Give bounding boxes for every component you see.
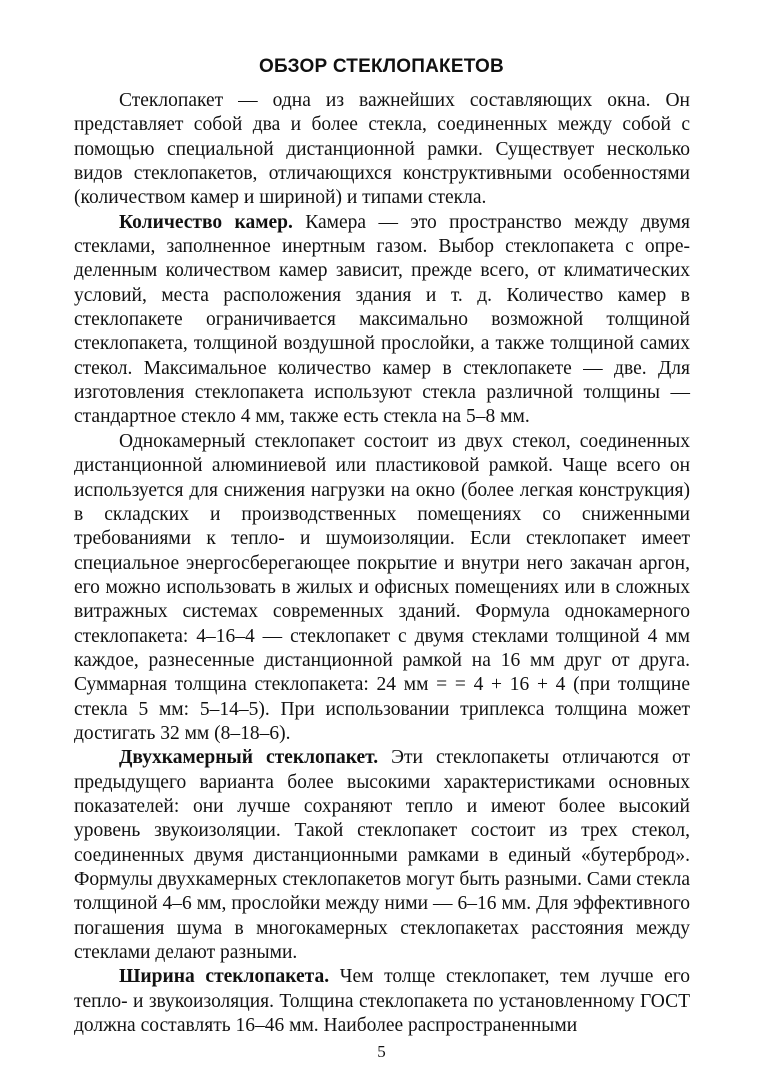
paragraph-single-chamber (74, 430, 690, 746)
paragraph-width (74, 965, 690, 1038)
paragraph-lead: Количество камер. (119, 211, 293, 233)
paragraph-text: Стеклопакет — одна из важнейших составляющих окна. Он представляет собой два и более стекла, соединенных между собой с помощью специальной дистанционной рамки. Существует несколько видов стеклопакетов, отличающихся конструктивными особенностями (количеством камер и шириной) и типами стекла. (74, 90, 690, 209)
paragraph-text: Камера — это пространство между двумя стеклами, заполненное инертным газом. Выбор стеклопакета с определенным количеством камер зависит, прежде всего, от климатических условий, места расположения здания и т. д. Количество камер в стеклопакете ограничивается максимально возможной толщиной стеклопакета, толщиной воздушной прослойки, а также толщиной самих стекол. Максимальное количество камер в стеклопакете — две. Для изготовления стеклопакета используют стекла различной толщины — стандартное стекло 4 мм, также есть стекла на 5–8 мм. (74, 211, 690, 428)
paragraph-text: Однокамерный стеклопакет состоит из двух стекол, соединенных дистанционной алюминиевой или пластиковой рамкой. Чаще всего он используется для снижения нагрузки на окно (более легкая конструкция) в складских и производственных помещениях со сниженными требованиями к тепло- и шумоизоляции. Если стеклопакет имеет специальное энергосберегающее покрытие и внутри него закачан аргон, его можно использовать в жилых и офисных помещениях или в сложных витражных системах современных зданий. Формула однокамерного стеклопакета: 4–16–4 — стеклопакет с двумя стеклами толщиной 4 мм каждое, разнесенные дистанционной рамкой на 16 мм друг от друга. Суммарная толщина стеклопакета: 24 мм = = 4 + 16 + 4 (при толщине стекла 5 мм: 5–14–5). При использовании триплекса толщина может достигать 32 мм (8–18–6). (74, 430, 690, 744)
paragraph-text: Эти стеклопакеты отличаются от предыдущего варианта более высокими характеристиками основных показателей: они лучше сохраняют тепло и имеют более высокий уровень звукоизоляции. Такой стеклопакет состоит из трех стекол, соединенных двумя дистанционными рамками в единый «бутерброд». Формулы двухкамерных стеклопакетов могут быть разными. Сами стекла толщиной 4–6 мм, прослойки между ними — 6–16 мм. Для эффективного погашения шума в многокамерных стеклопакетах расстояния между стеклами делают разными. (74, 747, 691, 964)
paragraph-double-chamber (74, 746, 690, 965)
paragraph-text: Чем толще стеклопакет, тем лучше его тепло- и звукоизоляция. Толщина стеклопакета по установленному ГОСТ должна составлять 16–46 мм. Наиболее распространенными (74, 966, 690, 1037)
body-text (74, 89, 690, 1038)
paragraph-lead: Ширина стеклопакета. (119, 966, 330, 988)
page-number: 5 (377, 1042, 386, 1061)
paragraph-chambers (74, 211, 690, 430)
page-title: ОБЗОР СТЕКЛОПАКЕТОВ (259, 56, 504, 77)
paragraph-intro (74, 89, 690, 211)
paragraph-lead: Двухкамерный стеклопакет. (119, 747, 379, 769)
